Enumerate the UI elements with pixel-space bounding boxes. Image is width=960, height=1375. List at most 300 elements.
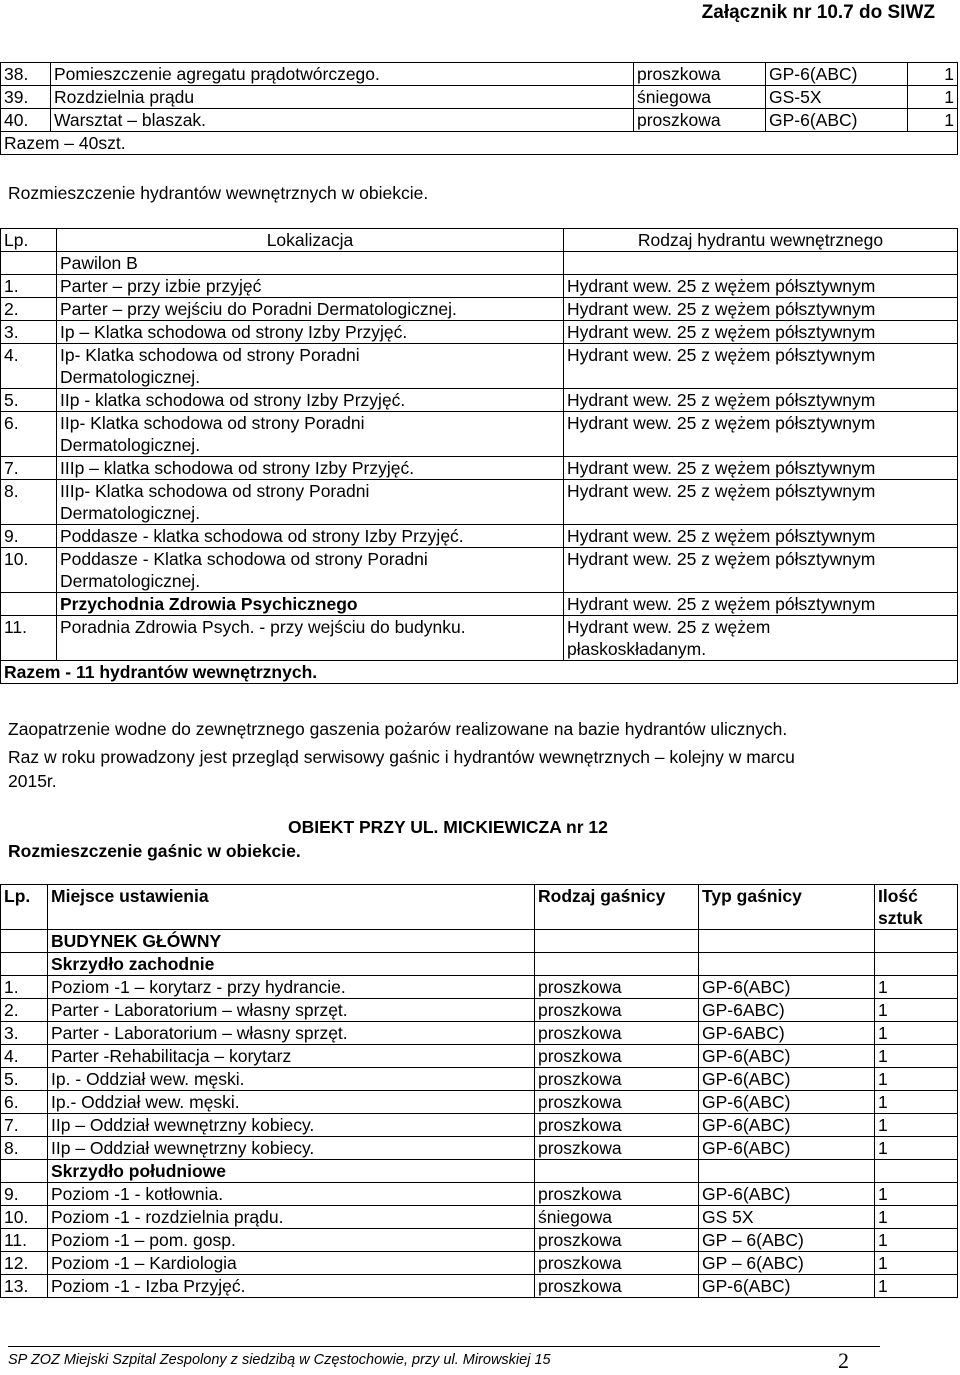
intro-paragraph-2: Raz w roku prowadzony jest przegląd serwisowy gaśnic i hydrantów wewnętrznych – kolejny w marcu: [8, 747, 795, 767]
cell-location-text-line2: Dermatologicznej.: [60, 367, 201, 387]
wing-row: [1, 1160, 958, 1183]
header-lp: Lp.: [1, 885, 48, 930]
page-number: 2: [838, 1348, 849, 1373]
group-row: [1, 593, 958, 616]
cell-lp-text: 8.: [4, 1138, 19, 1158]
cell-qty: [875, 1114, 958, 1137]
cell-place-text: Poziom -1 - kotłownia.: [51, 1184, 224, 1204]
cell-hydrant-kind-text: Hydrant wew. 25 z wężem półsztywnym: [567, 549, 876, 569]
table-row: [1, 132, 958, 155]
table-row: [1, 1068, 958, 1091]
table-row: [1, 525, 958, 548]
table-row: [1, 321, 958, 344]
cell-lp: [1, 480, 57, 525]
header-kind: Rodzaj gaśnicy: [535, 885, 699, 930]
hydrant-table: [0, 228, 958, 684]
cell-lp-text: 11.: [4, 617, 28, 637]
cell-place-text: Parter -Rehabilitacja – korytarz: [51, 1046, 292, 1066]
cell-type-text: GS-5X: [769, 87, 822, 107]
cell-place: [51, 63, 634, 86]
cell-qty: [875, 1068, 958, 1091]
cell-location-text: IIIp- Klatka schodowa od strony Poradni: [60, 481, 370, 501]
cell-lp-text: 7.: [4, 1115, 19, 1135]
total-cell: [1, 132, 958, 155]
cell-lp-text: 10.: [4, 1207, 29, 1227]
cell-type: [699, 1183, 875, 1206]
cell-place-text: Parter - Laboratorium – własny sprzęt.: [51, 1000, 348, 1020]
table-row: [1, 1114, 958, 1137]
cell-location: [57, 298, 564, 321]
cell-lp: [1, 616, 57, 661]
cell-kind-text: proszkowa: [538, 1115, 622, 1135]
table-row: [1, 63, 958, 86]
cell-kind: [535, 953, 699, 976]
cell-lp-text: 7.: [4, 458, 19, 478]
cell-lp-text: 4.: [4, 1046, 19, 1066]
cell-qty-text: 1: [878, 1115, 888, 1135]
cell-lp: [1, 1022, 48, 1045]
cell-hydrant-kind-text: Hydrant wew. 25 z wężem półsztywnym: [567, 276, 876, 296]
cell-location: [57, 548, 564, 593]
cell-place-text: Ip.- Oddział wew. męski.: [51, 1092, 240, 1112]
table-row: [1, 480, 958, 525]
cell-lp: [1, 976, 48, 999]
cell-kind: [535, 1045, 699, 1068]
group-label: [57, 593, 564, 616]
cell-lp: [1, 86, 51, 109]
table-row: [1, 86, 958, 109]
cell-qty: [875, 1206, 958, 1229]
table-row: [1, 1206, 958, 1229]
cell-qty-text: 1: [878, 1230, 888, 1250]
cell-type-text: GP-6(ABC): [769, 64, 858, 84]
cell-qty: [875, 953, 958, 976]
cell-lp: [1, 930, 48, 953]
cell-hydrant-kind: [564, 275, 958, 298]
cell-lp-text: 4.: [4, 345, 19, 365]
cell-lp: [1, 275, 57, 298]
extinguisher-table-continued: [0, 62, 958, 155]
cell-lp: [1, 1275, 48, 1298]
cell-qty: [875, 999, 958, 1022]
header-place: Miejsce ustawienia: [48, 885, 535, 930]
cell-location: [57, 412, 564, 457]
cell-lp-text: 3.: [4, 322, 19, 342]
cell-hydrant-kind-text: Hydrant wew. 25 z wężem półsztywnym: [567, 390, 876, 410]
cell-location: [57, 525, 564, 548]
cell-lp: [1, 344, 57, 389]
cell-place-text: Parter - Laboratorium – własny sprzęt.: [51, 1023, 348, 1043]
cell-lp-text: 9.: [4, 1184, 19, 1204]
cell-qty-text: 1: [944, 87, 954, 107]
cell-location-text: IIp- Klatka schodowa od strony Poradni: [60, 413, 365, 433]
cell-lp-text: 9.: [4, 526, 19, 546]
cell-kind-text: proszkowa: [637, 64, 721, 84]
cell-lp: [1, 953, 48, 976]
group-label-text: Przychodnia Zdrowia Psychicznego: [60, 594, 358, 614]
cell-qty: [875, 1045, 958, 1068]
cell-hydrant-kind: [564, 298, 958, 321]
table-row: [1, 275, 958, 298]
wing-row-label-text: Skrzydło zachodnie: [51, 954, 215, 974]
cell-kind-text: proszkowa: [538, 977, 622, 997]
cell-kind-text: proszkowa: [538, 1092, 622, 1112]
cell-kind: [535, 976, 699, 999]
cell-hydrant-kind: [564, 616, 958, 661]
cell-kind-text: proszkowa: [538, 1276, 622, 1296]
cell-qty-text: 1: [878, 1184, 888, 1204]
wing-row: [1, 953, 958, 976]
building-row-label: [48, 930, 535, 953]
cell-hydrant-kind: [564, 412, 958, 457]
cell-location-text-line2: Dermatologicznej.: [60, 435, 201, 455]
cell-lp: [1, 412, 57, 457]
cell-qty-text: 1: [878, 1046, 888, 1066]
cell-qty: [908, 63, 958, 86]
attachment-header: Załącznik nr 10.7 do SIWZ: [701, 2, 935, 23]
cell-kind: [535, 1137, 699, 1160]
cell-kind: [535, 1275, 699, 1298]
cell-lp: [1, 298, 57, 321]
footer-rule: [8, 1346, 880, 1347]
cell-place: [48, 1252, 535, 1275]
cell-type-text: GP – 6(ABC): [702, 1230, 804, 1250]
cell-type-text: GP-6(ABC): [702, 1276, 791, 1296]
cell-lp: [1, 1068, 48, 1091]
total-cell-text: Razem – 40szt.: [4, 133, 126, 153]
cell-lp-text: 13.: [4, 1276, 29, 1296]
cell-place: [48, 1229, 535, 1252]
cell-lp: [1, 593, 57, 616]
cell-lp-text: 11.: [4, 1230, 28, 1250]
cell-type-text: GP-6(ABC): [702, 1184, 791, 1204]
cell-place-text: IIp – Oddział wewnętrzny kobiecy.: [51, 1115, 315, 1135]
cell-hydrant-kind-text: Hydrant wew. 25 z wężem półsztywnym: [567, 413, 876, 433]
header-hydrant-kind: Rodzaj hydrantu wewnętrznego: [564, 229, 958, 252]
cell-place: [48, 1091, 535, 1114]
cell-hydrant-kind: [564, 344, 958, 389]
cell-location-text: IIp - klatka schodowa od strony Izby Przyjęć.: [60, 390, 406, 410]
table-row: [1, 616, 958, 661]
cell-qty: [875, 1160, 958, 1183]
table-row: [1, 1137, 958, 1160]
cell-location-text: Ip – Klatka schodowa od strony Izby Przyjęć.: [60, 322, 408, 342]
cell-lp: [1, 1137, 48, 1160]
cell-location-text: Poddasze - Klatka schodowa od strony Poradni: [60, 549, 428, 569]
extinguisher-header-row: [1, 885, 958, 930]
cell-lp: [1, 999, 48, 1022]
cell-lp: [1, 1160, 48, 1183]
table-row: [1, 1252, 958, 1275]
cell-lp: [1, 1252, 48, 1275]
cell-qty: [875, 1091, 958, 1114]
header-qty-line2: sztuk: [878, 908, 923, 928]
cell-lp-text: 6.: [4, 1092, 19, 1112]
cell-hydrant-kind: [564, 593, 958, 616]
cell-hydrant-kind-text: Hydrant wew. 25 z wężem półsztywnym: [567, 481, 876, 501]
cell-place: [48, 1114, 535, 1137]
cell-lp-text: 5.: [4, 1069, 19, 1089]
cell-kind-text: proszkowa: [538, 1230, 622, 1250]
cell-location-text: Ip- Klatka schodowa od strony Poradni: [60, 345, 360, 365]
table-row: [1, 1183, 958, 1206]
cell-place-text: Poziom -1 – pom. gosp.: [51, 1230, 236, 1250]
cell-lp: [1, 548, 57, 593]
cell-type: [699, 1229, 875, 1252]
extinguisher-table: [0, 884, 958, 1298]
cell-place-text: Poziom -1 - rozdzielnia prądu.: [51, 1207, 284, 1227]
cell-kind-text: proszkowa: [538, 1000, 622, 1020]
cell-hydrant-kind: [564, 480, 958, 525]
cell-lp: [1, 1183, 48, 1206]
total-cell: [1, 661, 958, 684]
cell-type-text: GP-6(ABC): [702, 1069, 791, 1089]
cell-type: [699, 1160, 875, 1183]
cell-kind: [634, 109, 766, 132]
cell-qty: [875, 1183, 958, 1206]
object-title: OBIEKT PRZY UL. MICKIEWICZA nr 12: [288, 817, 608, 837]
cell-type-text: GP-6(ABC): [702, 1046, 791, 1066]
cell-type: [766, 86, 908, 109]
cell-lp-text: 5.: [4, 390, 19, 410]
hydrant-section-title: Rozmieszczenie hydrantów wewnętrznych w obiekcie.: [8, 183, 429, 203]
cell-type-text: GP – 6(ABC): [702, 1253, 804, 1273]
cell-location: [57, 275, 564, 298]
cell-type: [699, 1114, 875, 1137]
cell-lp-text: 6.: [4, 413, 19, 433]
table-row: [1, 976, 958, 999]
cell-location-text: Parter – przy wejściu do Poradni Dermatologicznej.: [60, 299, 457, 319]
cell-type: [699, 1137, 875, 1160]
cell-place: [48, 1045, 535, 1068]
cell-qty-text: 1: [878, 1069, 888, 1089]
cell-kind: [634, 86, 766, 109]
cell-type-text: GP-6ABC): [702, 1000, 785, 1020]
cell-lp: [1, 1229, 48, 1252]
cell-qty: [875, 1137, 958, 1160]
cell-type: [699, 1068, 875, 1091]
cell-place-text: Warsztat – blaszak.: [54, 110, 207, 130]
cell-type: [699, 1275, 875, 1298]
cell-lp: [1, 389, 57, 412]
cell-location-text-line2: Dermatologicznej.: [60, 571, 201, 591]
cell-location: [57, 344, 564, 389]
cell-place: [48, 1068, 535, 1091]
cell-lp: [1, 525, 57, 548]
cell-place-text: Poziom -1 – Kardiologia: [51, 1253, 237, 1273]
cell-hydrant-kind: [564, 457, 958, 480]
cell-hydrant-kind-text: Hydrant wew. 25 z wężem półsztywnym: [567, 345, 876, 365]
cell-lp: [1, 109, 51, 132]
cell-place: [48, 999, 535, 1022]
cell-hydrant-kind-text-line2: płaskoskładanym.: [567, 639, 707, 659]
cell-qty: [908, 86, 958, 109]
cell-place-text: Poziom -1 – korytarz - przy hydrancie.: [51, 977, 346, 997]
intro-paragraph-2-end: 2015r.: [8, 771, 57, 791]
cell-lp-text: 40.: [4, 110, 29, 130]
cell-kind: [535, 1091, 699, 1114]
cell-type: [766, 109, 908, 132]
cell-type-text: GP-6(ABC): [702, 1092, 791, 1112]
cell-kind-text: proszkowa: [637, 110, 721, 130]
cell-kind-text: proszkowa: [538, 1184, 622, 1204]
wing-row-label: [48, 953, 535, 976]
cell-kind-text: proszkowa: [538, 1069, 622, 1089]
cell-hydrant-kind: [564, 389, 958, 412]
cell-location: [57, 321, 564, 344]
cell-lp: [1, 321, 57, 344]
cell-kind: [535, 1229, 699, 1252]
cell-kind: [535, 1068, 699, 1091]
table-row: [1, 999, 958, 1022]
cell-place: [48, 976, 535, 999]
cell-location: [57, 457, 564, 480]
cell-qty: [875, 1252, 958, 1275]
cell-qty-text: 1: [878, 1207, 888, 1227]
cell-place-text: Ip. - Oddział wew. męski.: [51, 1069, 245, 1089]
table-row: [1, 1275, 958, 1298]
cell-location-text: Poradnia Zdrowia Psych. - przy wejściu do budynku.: [60, 617, 466, 637]
cell-kind: [535, 1160, 699, 1183]
cell-hydrant-kind-text: Hydrant wew. 25 z wężem: [567, 617, 771, 637]
cell-type: [699, 976, 875, 999]
cell-type-text: GP-6(ABC): [702, 977, 791, 997]
cell-place: [48, 1206, 535, 1229]
cell-qty-text: 1: [878, 1092, 888, 1112]
cell-type-text: GP-6ABC): [702, 1023, 785, 1043]
cell-location-text: IIIp – klatka schodowa od strony Izby Przyjęć.: [60, 458, 415, 478]
cell-location: [57, 616, 564, 661]
cell-kind-text: śniegowa: [538, 1207, 612, 1227]
cell-type: [699, 930, 875, 953]
header-qty-line1: Ilość: [878, 886, 918, 906]
cell-place-text: Poziom -1 - Izba Przyjęć.: [51, 1276, 246, 1296]
cell-place-text: Rozdzielnia prądu: [54, 87, 195, 107]
cell-type: [699, 1206, 875, 1229]
total-cell-text: Razem - 11 hydrantów wewnętrznych.: [4, 662, 318, 682]
cell-lp-text: 10.: [4, 549, 29, 569]
cell-hydrant-kind-text: Hydrant wew. 25 z wężem półsztywnym: [567, 299, 876, 319]
cell-qty-text: 1: [878, 1253, 888, 1273]
header-location: Lokalizacja: [57, 229, 564, 252]
total-row: [1, 661, 958, 684]
cell-lp-text: 39.: [4, 87, 29, 107]
wing-row-label: [48, 1160, 535, 1183]
cell-kind: [634, 63, 766, 86]
cell-lp: [1, 1114, 48, 1137]
cell-lp: [1, 1091, 48, 1114]
cell-qty: [875, 1275, 958, 1298]
cell-kind: [535, 1252, 699, 1275]
cell-place: [48, 1275, 535, 1298]
cell-qty-text: 1: [878, 1000, 888, 1020]
cell-type: [699, 1252, 875, 1275]
cell-kind-text: proszkowa: [538, 1046, 622, 1066]
hydrant-header-row: [1, 229, 958, 252]
cell-lp-text: 2.: [4, 1000, 19, 1020]
cell-place: [48, 1022, 535, 1045]
footer-text: SP ZOZ Miejski Szpital Zespolony z siedzibą w Częstochowie, przy ul. Mirowskiej 15: [8, 1352, 551, 1368]
cell-lp-text: 8.: [4, 481, 19, 501]
cell-kind: [535, 1114, 699, 1137]
cell-location-text-line2: Dermatologicznej.: [60, 503, 201, 523]
cell-place-text: Pomieszczenie agregatu prądotwórczego.: [54, 64, 380, 84]
table-row: [1, 548, 958, 593]
cell-type: [699, 1091, 875, 1114]
cell-lp-text: 38.: [4, 64, 29, 84]
cell-kind: [535, 1183, 699, 1206]
table-row: [1, 412, 958, 457]
cell-hydrant-kind-text: Hydrant wew. 25 z wężem półsztywnym: [567, 526, 876, 546]
cell-hydrant-kind-text: Hydrant wew. 25 z wężem półsztywnym: [567, 458, 876, 478]
intro-paragraph-1: Zaopatrzenie wodne do zewnętrznego gaszenia pożarów realizowane na bazie hydrantów ulicznych.: [8, 719, 788, 739]
table-row: [1, 109, 958, 132]
cell-type: [699, 953, 875, 976]
cell-lp-text: 12.: [4, 1253, 29, 1273]
cell-lp-text: 2.: [4, 299, 19, 319]
table-row: [1, 298, 958, 321]
cell-hydrant-kind: [564, 525, 958, 548]
cell-kind-text: proszkowa: [538, 1253, 622, 1273]
cell-type: [766, 63, 908, 86]
cell-hydrant-kind-text: Hydrant wew. 25 z wężem półsztywnym: [567, 594, 876, 614]
cell-kind: [535, 999, 699, 1022]
header-type: Typ gaśnicy: [699, 885, 875, 930]
group-label: Pawilon B: [57, 252, 564, 275]
building-row: [1, 930, 958, 953]
cell-lp: [1, 1045, 48, 1068]
table-row: [1, 344, 958, 389]
table-row: [1, 1045, 958, 1068]
cell-qty-text: 1: [878, 1138, 888, 1158]
table-row: [1, 389, 958, 412]
cell-hydrant-kind: [564, 321, 958, 344]
table-row: [1, 1022, 958, 1045]
cell-location-text: Parter – przy izbie przyjęć: [60, 276, 262, 296]
cell-kind-text: śniegowa: [637, 87, 711, 107]
cell-kind: [535, 1206, 699, 1229]
cell-qty: [875, 1022, 958, 1045]
cell-kind: [535, 1022, 699, 1045]
wing-row-label-text: Skrzydło południowe: [51, 1161, 227, 1181]
cell-type: [699, 1022, 875, 1045]
cell-lp: [1, 457, 57, 480]
cell-type: [699, 999, 875, 1022]
cell-place: [48, 1137, 535, 1160]
cell-location-text: Poddasze - klatka schodowa od strony Izby Przyjęć.: [60, 526, 464, 546]
cell-hydrant-kind-text: Hydrant wew. 25 z wężem półsztywnym: [567, 322, 876, 342]
group-row: [1, 252, 958, 275]
header-lp: Lp.: [1, 229, 57, 252]
cell-type: [699, 1045, 875, 1068]
cell-qty-text: 1: [878, 1023, 888, 1043]
cell-place: [51, 109, 634, 132]
cell-location: [57, 389, 564, 412]
cell-lp-text: 1.: [4, 276, 19, 296]
cell-type-text: GS 5X: [702, 1207, 754, 1227]
cell-qty-text: 1: [878, 977, 888, 997]
cell-type-text: GP-6(ABC): [769, 110, 858, 130]
cell-place-text: IIp – Oddział wewnętrzny kobiecy.: [51, 1138, 315, 1158]
cell-lp-text: 3.: [4, 1023, 19, 1043]
cell-qty: [875, 930, 958, 953]
table-row: [1, 1229, 958, 1252]
cell-qty-text: 1: [944, 64, 954, 84]
cell-qty-text: 1: [944, 110, 954, 130]
table-row: [1, 1091, 958, 1114]
cell-lp-text: 1.: [4, 977, 19, 997]
cell-kind-text: proszkowa: [538, 1023, 622, 1043]
